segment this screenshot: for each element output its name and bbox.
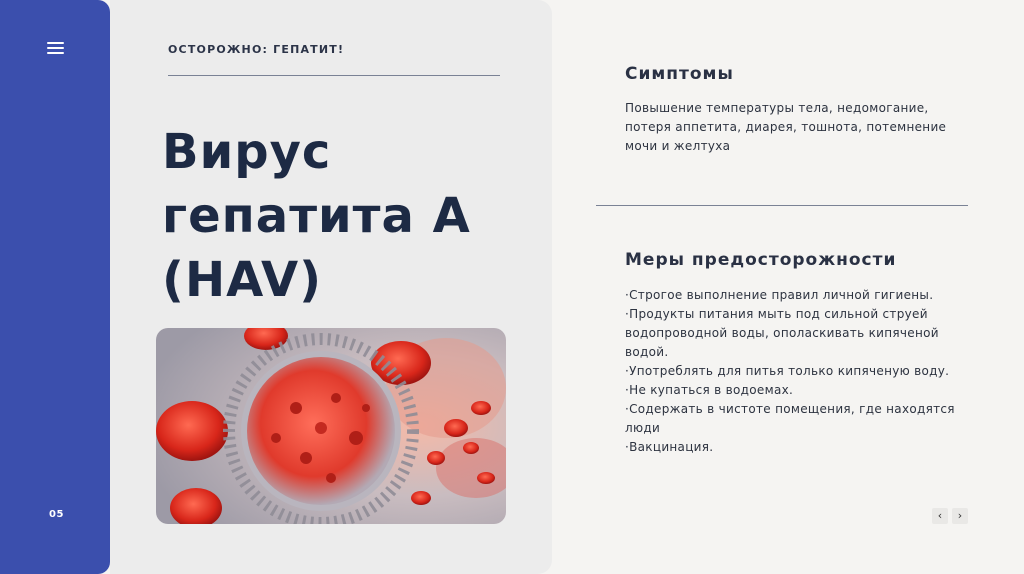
precautions-list <box>625 286 965 457</box>
title-line-2: гепатита А <box>162 188 471 244</box>
symptoms-heading: Симптомы <box>625 64 734 84</box>
title-line-1: Вирус <box>162 124 332 180</box>
virus-illustration <box>156 328 506 524</box>
list-item: ·Продукты питания мыть под сильной струей водопроводной воды, ополаскивать кипяченой водой. <box>625 307 939 359</box>
precautions-heading: Меры предосторожности <box>625 250 897 270</box>
section-divider <box>596 205 968 206</box>
list-item: ·Не купаться в водоемах. <box>625 383 794 397</box>
list-item: ·Употреблять для питья только кипяченую воду. <box>625 364 950 378</box>
next-slide-button[interactable]: › <box>952 508 968 524</box>
page-number: 05 <box>49 509 64 520</box>
symptoms-text: Повышение температуры тела, недомогание, потеря аппетита, диарея, тошнота, потемнение мочи и желтуха <box>625 101 947 153</box>
prev-slide-button[interactable]: ‹ <box>932 508 948 524</box>
list-item: ·Содержать в чистоте помещения, где находятся люди <box>625 402 955 435</box>
page-title <box>162 120 542 312</box>
list-item: ·Вакцинация. <box>625 440 714 454</box>
kicker-divider <box>168 75 500 76</box>
hamburger-menu-icon[interactable] <box>47 42 64 55</box>
title-line-3: (HAV) <box>162 252 323 308</box>
list-item: ·Строгое выполнение правил личной гигиены. <box>625 288 934 302</box>
section-kicker: ОСТОРОЖНО: ГЕПАТИТ! <box>168 43 345 56</box>
sidebar <box>0 0 110 574</box>
